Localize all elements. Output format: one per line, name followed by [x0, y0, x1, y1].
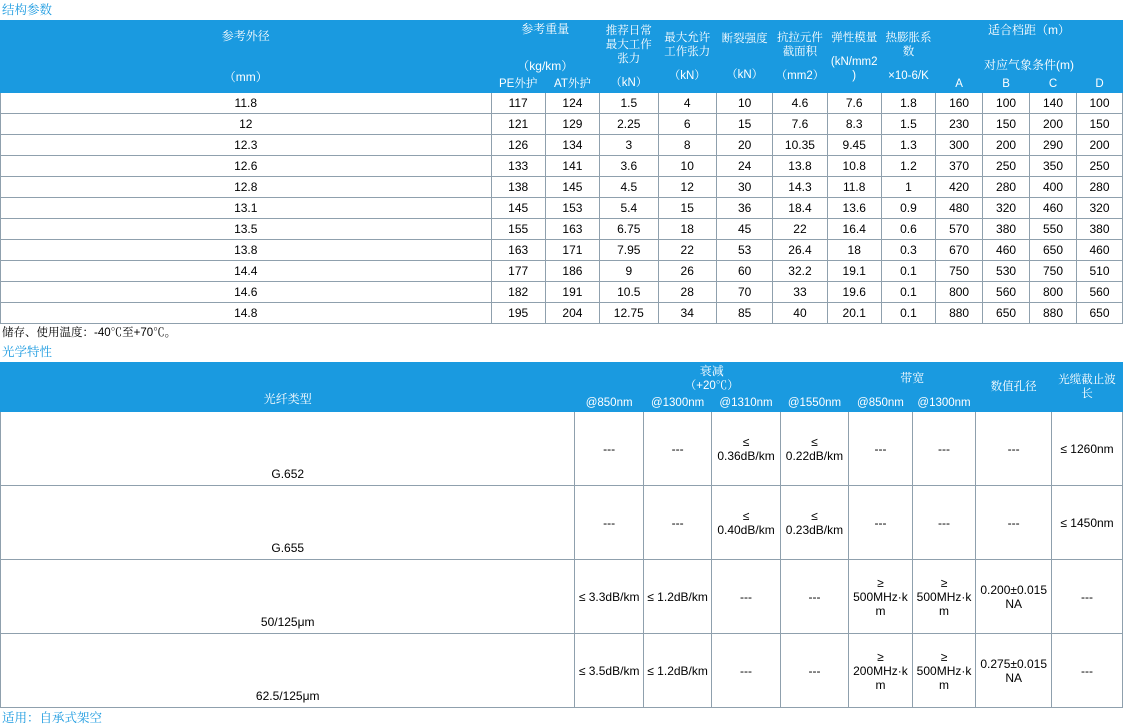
cell-weight-at: 153 — [545, 198, 599, 219]
header-att-1550: @1550nm — [780, 395, 848, 412]
cell-span-a: 670 — [936, 240, 983, 261]
cell-max-daily-tension: 6.75 — [600, 219, 658, 240]
header-tensile-area — [773, 21, 827, 93]
header-span-a: A — [936, 76, 983, 93]
cell-tensile-area: 18.4 — [773, 198, 827, 219]
cell-max-daily-tension: 5.4 — [600, 198, 658, 219]
cell-elastic-modulus: 19.1 — [827, 261, 881, 282]
cell-span-c: 350 — [1030, 156, 1077, 177]
cell-cutoff-wavelength: ≤ 1450nm — [1052, 486, 1123, 560]
cell-break-strength: 60 — [716, 261, 772, 282]
cell-thermal-coefficient: 0.1 — [881, 261, 935, 282]
cell-tensile-area: 22 — [773, 219, 827, 240]
header-elastic-modulus-label: 弹性模量 — [831, 31, 878, 44]
cell-outer-diameter: 13.5 — [1, 219, 492, 240]
cell-cutoff-wavelength: --- — [1052, 560, 1123, 634]
header-break-strength-label: 断裂强度 — [721, 32, 768, 45]
cell-thermal-coefficient: 1 — [881, 177, 935, 198]
cell-weight-pe: 126 — [491, 135, 545, 156]
cell-span-d: 320 — [1076, 198, 1122, 219]
cell-max-daily-tension: 2.25 — [600, 114, 658, 135]
header-outer-diameter-label: 参考外径 — [221, 28, 270, 43]
cell-span-b: 380 — [983, 219, 1030, 240]
header-span-label: 适合档距（m） — [988, 23, 1071, 37]
cell-span-a: 800 — [936, 282, 983, 303]
cell-weight-at: 141 — [545, 156, 599, 177]
cell-bw-850: ≥ 500MHz·km — [849, 560, 913, 634]
cell-span-b: 460 — [983, 240, 1030, 261]
header-att-1300: @1300nm — [643, 395, 711, 412]
cell-span-a: 880 — [936, 303, 983, 324]
header-thermal-coefficient — [881, 21, 935, 93]
cell-thermal-coefficient: 1.3 — [881, 135, 935, 156]
table-row — [1, 560, 1123, 634]
cell-break-strength: 53 — [716, 240, 772, 261]
cell-span-a: 750 — [936, 261, 983, 282]
storage-temperature-note: 储存、使用温度：-40℃至+70℃。 — [2, 327, 177, 339]
cell-outer-diameter: 14.6 — [1, 282, 492, 303]
cell-outer-diameter: 12.3 — [1, 135, 492, 156]
table-row — [1, 114, 1123, 135]
header-cutoff-wavelength — [1052, 363, 1123, 412]
cell-tensile-area: 26.4 — [773, 240, 827, 261]
cell-bw-850: --- — [849, 486, 913, 560]
header-att-850: @850nm — [575, 395, 643, 412]
cell-span-a: 300 — [936, 135, 983, 156]
cell-span-a: 570 — [936, 219, 983, 240]
cell-bw-1300: ≥ 500MHz·km — [912, 634, 976, 708]
table-row — [1, 135, 1123, 156]
cell-tensile-area: 14.3 — [773, 177, 827, 198]
cell-bw-1300: --- — [912, 486, 976, 560]
cell-weight-at: 171 — [545, 240, 599, 261]
cell-span-b: 650 — [983, 303, 1030, 324]
cell-att-1300: ≤ 1.2dB/km — [643, 634, 711, 708]
table-row — [1, 412, 1123, 486]
cell-span-d: 280 — [1076, 177, 1122, 198]
cell-bw-1300: ≥ 500MHz·km — [912, 560, 976, 634]
cell-elastic-modulus: 18 — [827, 240, 881, 261]
cell-span-d: 560 — [1076, 282, 1122, 303]
cell-bw-850: --- — [849, 412, 913, 486]
header-break-strength-unit: （kN） — [726, 68, 764, 81]
cell-weight-pe: 177 — [491, 261, 545, 282]
header-thermal-coefficient-label: 热膨胀系数 — [885, 31, 932, 58]
cell-weight-pe: 155 — [491, 219, 545, 240]
header-span-sublabel: 对应气象条件(m) — [984, 58, 1075, 72]
header-tensile-area-label: 抗拉元件截面积 — [776, 31, 823, 58]
cell-weight-at: 163 — [545, 219, 599, 240]
cell-max-daily-tension: 4.5 — [600, 177, 658, 198]
cell-max-allow-tension: 34 — [658, 303, 716, 324]
cell-elastic-modulus: 16.4 — [827, 219, 881, 240]
cell-thermal-coefficient: 0.6 — [881, 219, 935, 240]
cell-numerical-aperture: --- — [976, 486, 1052, 560]
cell-att-1550: ≤ 0.22dB/km — [780, 412, 848, 486]
header-elastic-modulus — [827, 21, 881, 93]
cell-max-allow-tension: 6 — [658, 114, 716, 135]
cell-outer-diameter: 12 — [1, 114, 492, 135]
table-row — [1, 219, 1123, 240]
header-numerical-aperture-label: 数值孔径 — [990, 381, 1037, 393]
cell-att-1300: --- — [643, 486, 711, 560]
cell-fiber-type: G.655 — [1, 486, 575, 560]
header-max-daily-tension — [600, 21, 658, 93]
cell-tensile-area: 33 — [773, 282, 827, 303]
header-weight — [491, 21, 600, 76]
cell-span-c: 650 — [1030, 240, 1077, 261]
optical-table-body — [1, 412, 1123, 708]
cell-max-daily-tension: 3.6 — [600, 156, 658, 177]
header-weight-label: 参考重量 — [521, 22, 570, 36]
header-attenuation-sublabel: （+20℃） — [684, 380, 739, 392]
header-tensile-area-unit: （mm2） — [775, 69, 825, 82]
cell-span-c: 290 — [1030, 135, 1077, 156]
cell-weight-pe: 121 — [491, 114, 545, 135]
cell-thermal-coefficient: 1.8 — [881, 93, 935, 114]
cell-elastic-modulus: 19.6 — [827, 282, 881, 303]
cell-att-850: --- — [575, 486, 643, 560]
cell-weight-pe: 195 — [491, 303, 545, 324]
cell-outer-diameter: 12.8 — [1, 177, 492, 198]
cell-thermal-coefficient: 0.3 — [881, 240, 935, 261]
cell-tensile-area: 32.2 — [773, 261, 827, 282]
cell-tensile-area: 4.6 — [773, 93, 827, 114]
cell-tensile-area: 7.6 — [773, 114, 827, 135]
cell-max-allow-tension: 15 — [658, 198, 716, 219]
cell-numerical-aperture: 0.275±0.015 NA — [976, 634, 1052, 708]
cell-span-b: 150 — [983, 114, 1030, 135]
cell-max-daily-tension: 3 — [600, 135, 658, 156]
cell-att-1310: --- — [712, 560, 780, 634]
cell-max-allow-tension: 28 — [658, 282, 716, 303]
cell-max-daily-tension: 9 — [600, 261, 658, 282]
cell-max-allow-tension: 22 — [658, 240, 716, 261]
table-row — [1, 634, 1123, 708]
cell-max-daily-tension: 10.5 — [600, 282, 658, 303]
cell-span-c: 880 — [1030, 303, 1077, 324]
optical-characteristics-table — [0, 362, 1123, 708]
cell-elastic-modulus: 11.8 — [827, 177, 881, 198]
cell-elastic-modulus: 8.3 — [827, 114, 881, 135]
table-row — [1, 303, 1123, 324]
header-bandwidth — [849, 363, 976, 395]
cell-outer-diameter: 13.1 — [1, 198, 492, 219]
header-attenuation-label: 衰减 — [699, 364, 724, 378]
cell-max-daily-tension: 12.75 — [600, 303, 658, 324]
header-max-allow-tension — [658, 21, 716, 93]
cell-span-b: 250 — [983, 156, 1030, 177]
cell-span-d: 380 — [1076, 219, 1122, 240]
cell-elastic-modulus: 9.45 — [827, 135, 881, 156]
cell-weight-pe: 138 — [491, 177, 545, 198]
table-row — [1, 156, 1123, 177]
header-att-1310: @1310nm — [712, 395, 780, 412]
cell-weight-at: 124 — [545, 93, 599, 114]
cell-fiber-type: G.652 — [1, 412, 575, 486]
cell-att-1550: ≤ 0.23dB/km — [780, 486, 848, 560]
header-weight-unit: （kg/km） — [517, 59, 574, 73]
cell-break-strength: 20 — [716, 135, 772, 156]
header-span-c: C — [1030, 76, 1077, 93]
cell-break-strength: 36 — [716, 198, 772, 219]
table-row — [1, 240, 1123, 261]
cell-span-c: 140 — [1030, 93, 1077, 114]
cell-break-strength: 24 — [716, 156, 772, 177]
cell-elastic-modulus: 7.6 — [827, 93, 881, 114]
cell-span-c: 550 — [1030, 219, 1077, 240]
cell-outer-diameter: 14.8 — [1, 303, 492, 324]
cell-max-allow-tension: 10 — [658, 156, 716, 177]
table-row — [1, 261, 1123, 282]
cell-outer-diameter: 12.6 — [1, 156, 492, 177]
header-max-daily-tension-unit: （kN） — [610, 76, 648, 89]
header-attenuation — [575, 363, 849, 395]
table-row — [1, 282, 1123, 303]
cell-outer-diameter: 11.8 — [1, 93, 492, 114]
cell-span-a: 370 — [936, 156, 983, 177]
header-numerical-aperture — [976, 363, 1052, 412]
cell-bw-1300: --- — [912, 412, 976, 486]
header-thermal-coefficient-unit: ×10-6/K — [888, 69, 929, 82]
cell-weight-at: 145 — [545, 177, 599, 198]
cell-span-d: 200 — [1076, 135, 1122, 156]
optical-section-title: 光学特性 — [2, 345, 53, 359]
cell-span-a: 160 — [936, 93, 983, 114]
cell-span-d: 150 — [1076, 114, 1122, 135]
cell-weight-at: 191 — [545, 282, 599, 303]
cell-elastic-modulus: 20.1 — [827, 303, 881, 324]
cell-fiber-type: 50/125μm — [1, 560, 575, 634]
cell-span-b: 320 — [983, 198, 1030, 219]
header-weight-at: AT外护 — [545, 76, 599, 93]
cell-span-b: 100 — [983, 93, 1030, 114]
cell-att-1310: ≤ 0.36dB/km — [712, 412, 780, 486]
cell-break-strength: 30 — [716, 177, 772, 198]
application-note: 适用：自承式架空 — [2, 711, 103, 725]
header-bandwidth-label: 带宽 — [900, 371, 925, 385]
cell-outer-diameter: 13.8 — [1, 240, 492, 261]
cell-span-b: 560 — [983, 282, 1030, 303]
cell-elastic-modulus: 13.6 — [827, 198, 881, 219]
header-fiber-type-label: 光纤类型 — [263, 391, 312, 406]
cell-tensile-area: 40 — [773, 303, 827, 324]
cell-thermal-coefficient: 1.5 — [881, 114, 935, 135]
cell-span-d: 100 — [1076, 93, 1122, 114]
header-bw-850: @850nm — [849, 395, 913, 412]
header-span-d: D — [1076, 76, 1122, 93]
cell-span-d: 510 — [1076, 261, 1122, 282]
cell-weight-pe: 163 — [491, 240, 545, 261]
cell-max-allow-tension: 4 — [658, 93, 716, 114]
cell-weight-at: 186 — [545, 261, 599, 282]
header-max-allow-tension-label: 最大允许工作张力 — [664, 31, 711, 58]
cell-outer-diameter: 14.4 — [1, 261, 492, 282]
cell-cutoff-wavelength: --- — [1052, 634, 1123, 708]
cell-max-daily-tension: 7.95 — [600, 240, 658, 261]
table-row — [1, 486, 1123, 560]
header-outer-diameter-unit: （mm） — [223, 69, 268, 84]
cell-span-a: 420 — [936, 177, 983, 198]
cell-span-c: 800 — [1030, 282, 1077, 303]
cell-att-1300: ≤ 1.2dB/km — [643, 560, 711, 634]
cell-att-1300: --- — [643, 412, 711, 486]
header-span — [936, 21, 1123, 76]
cell-weight-at: 204 — [545, 303, 599, 324]
table-row — [1, 177, 1123, 198]
cell-weight-at: 129 — [545, 114, 599, 135]
cell-att-850: --- — [575, 412, 643, 486]
cell-att-850: ≤ 3.5dB/km — [575, 634, 643, 708]
cell-break-strength: 45 — [716, 219, 772, 240]
table-row — [1, 93, 1123, 114]
cell-span-c: 200 — [1030, 114, 1077, 135]
cell-att-1550: --- — [780, 634, 848, 708]
header-max-daily-tension-label: 推荐日常最大工作张力 — [605, 24, 652, 65]
cell-thermal-coefficient: 0.9 — [881, 198, 935, 219]
cell-att-1310: ≤ 0.40dB/km — [712, 486, 780, 560]
header-cutoff-wavelength-label: 光缆截止波长 — [1058, 374, 1116, 400]
cell-weight-pe: 117 — [491, 93, 545, 114]
cell-thermal-coefficient: 1.2 — [881, 156, 935, 177]
cell-break-strength: 15 — [716, 114, 772, 135]
structure-section-title: 结构参数 — [2, 3, 53, 17]
cell-weight-pe: 182 — [491, 282, 545, 303]
cell-max-allow-tension: 8 — [658, 135, 716, 156]
header-max-allow-tension-unit: （kN） — [668, 69, 706, 82]
cell-thermal-coefficient: 0.1 — [881, 282, 935, 303]
header-outer-diameter — [1, 21, 492, 93]
cell-max-daily-tension: 1.5 — [600, 93, 658, 114]
cell-span-d: 460 — [1076, 240, 1122, 261]
cell-break-strength: 85 — [716, 303, 772, 324]
structure-table-body — [1, 93, 1123, 324]
cell-span-a: 480 — [936, 198, 983, 219]
cell-span-d: 650 — [1076, 303, 1122, 324]
cell-span-d: 250 — [1076, 156, 1122, 177]
structure-parameters-table — [0, 20, 1123, 324]
table-row — [1, 198, 1123, 219]
cell-span-c: 460 — [1030, 198, 1077, 219]
cell-elastic-modulus: 10.8 — [827, 156, 881, 177]
cell-att-1550: --- — [780, 560, 848, 634]
cell-tensile-area: 13.8 — [773, 156, 827, 177]
cell-span-a: 230 — [936, 114, 983, 135]
cell-weight-pe: 133 — [491, 156, 545, 177]
optical-header-row-1 — [1, 363, 1123, 395]
cell-break-strength: 70 — [716, 282, 772, 303]
header-bw-1300: @1300nm — [912, 395, 976, 412]
header-elastic-modulus-unit: (kN/mm2) — [830, 55, 878, 82]
cell-max-allow-tension: 12 — [658, 177, 716, 198]
cell-max-allow-tension: 26 — [658, 261, 716, 282]
cell-span-b: 200 — [983, 135, 1030, 156]
cell-att-850: ≤ 3.3dB/km — [575, 560, 643, 634]
header-break-strength — [716, 21, 772, 93]
cell-numerical-aperture: --- — [976, 412, 1052, 486]
cell-break-strength: 10 — [716, 93, 772, 114]
cell-thermal-coefficient: 0.1 — [881, 303, 935, 324]
cell-max-allow-tension: 18 — [658, 219, 716, 240]
cell-span-c: 750 — [1030, 261, 1077, 282]
cell-att-1310: --- — [712, 634, 780, 708]
cell-bw-850: ≥ 200MHz·km — [849, 634, 913, 708]
header-fiber-type — [1, 363, 575, 412]
cell-span-b: 280 — [983, 177, 1030, 198]
cell-weight-pe: 145 — [491, 198, 545, 219]
header-span-b: B — [983, 76, 1030, 93]
header-weight-pe: PE外护 — [491, 76, 545, 93]
cell-fiber-type: 62.5/125μm — [1, 634, 575, 708]
cell-numerical-aperture: 0.200±0.015 NA — [976, 560, 1052, 634]
cell-weight-at: 134 — [545, 135, 599, 156]
cell-cutoff-wavelength: ≤ 1260nm — [1052, 412, 1123, 486]
cell-tensile-area: 10.35 — [773, 135, 827, 156]
cell-span-b: 530 — [983, 261, 1030, 282]
cell-span-c: 400 — [1030, 177, 1077, 198]
